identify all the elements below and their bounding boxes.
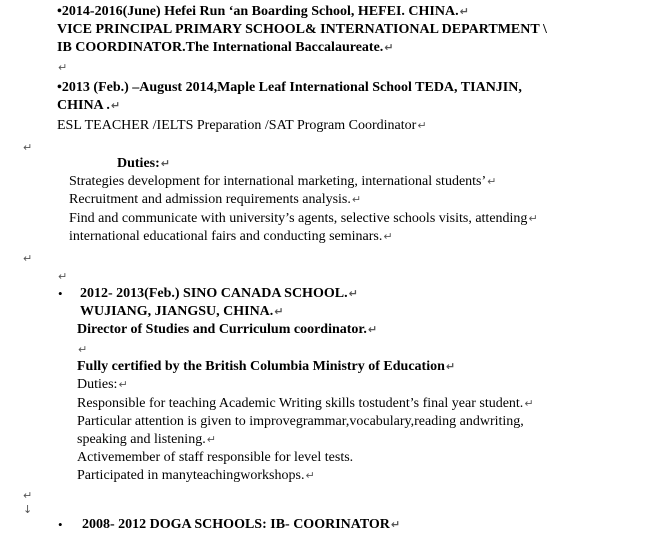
paragraph-mark: ↵: [348, 287, 358, 300]
paragraph-mark: ↵: [110, 99, 121, 112]
paragraph-mark: ↵: [160, 157, 170, 170]
bullet-icon: •: [58, 286, 63, 301]
empty-paragraph: [57, 268, 67, 286]
duties-heading: Duties:↵: [117, 156, 170, 171]
certification-line: Fully certified by the British Columbia Ministry of Education↵: [77, 359, 456, 374]
paragraph-mark: ↵: [58, 61, 68, 74]
job-2008-heading: 2008- 2012 DOGA SCHOOLS: IB- COORINATOR↵: [82, 517, 401, 532]
duty-item: Find and communicate with university’s agents, selective schools visits, attending↵: [69, 211, 538, 226]
duties-heading: Duties:↵: [77, 377, 128, 392]
job-2012-location: WUJIANG, JIANGSU, CHINA.↵: [80, 304, 284, 319]
paragraph-mark: ↵: [367, 323, 378, 336]
job-2013-title: ESL TEACHER /IELTS Preparation /SAT Program Coordinator↵: [57, 118, 427, 133]
job-2014-heading: •2014-2016(June) Hefei Run ‘an Boarding School, HEFEI. CHINA.↵: [57, 4, 469, 19]
job-2014-title: VICE PRINCIPAL PRIMARY SCHOOL& INTERNATIONAL DEPARTMENT \: [57, 22, 547, 37]
paragraph-mark: ↵: [417, 119, 427, 132]
paragraph-mark: ↵: [118, 378, 128, 391]
paragraph-mark: ↵: [274, 305, 284, 318]
paragraph-mark: ↵: [58, 270, 68, 283]
job-2013-heading-cont: CHINA .↵: [57, 98, 121, 113]
paragraph-mark: ↵: [524, 397, 534, 410]
duty-item: Strategies development for international marketing, international students’↵: [69, 174, 497, 189]
paragraph-mark: ↵: [305, 469, 315, 482]
empty-paragraph: [57, 59, 67, 77]
paragraph-mark: ↵: [78, 343, 88, 356]
paragraph-mark: ↵: [351, 193, 362, 206]
duty-item-cont: speaking and listening.↵: [77, 432, 216, 447]
paragraph-mark: ↵: [23, 252, 33, 265]
line-break-mark: ↓: [23, 503, 33, 516]
job-2012-title: Director of Studies and Curriculum coordinator.↵: [77, 322, 378, 337]
paragraph-mark: ↵: [445, 360, 456, 373]
job-2013-heading: •2013 (Feb.) –August 2014,Maple Leaf International School TEDA, TIANJIN,: [57, 80, 522, 95]
empty-paragraph: [77, 341, 87, 359]
paragraph-mark: ↵: [390, 518, 401, 531]
paragraph-mark: ↵: [459, 5, 469, 18]
duty-item: Recruitment and admission requirements analysis.↵: [69, 192, 362, 207]
paragraph-mark: ↵: [487, 175, 497, 188]
duty-item: Particular attention is given to improvegrammar,vocabulary,reading andwriting,: [77, 414, 524, 429]
duty-item: Responsible for teaching Academic Writing skills tostudent’s final year student.↵: [77, 396, 534, 411]
paragraph-mark: ↵: [206, 433, 216, 446]
job-2014-title-cont: IB COORDINATOR.The International Baccalaureate.↵: [57, 40, 394, 55]
duty-item: Activemember of staff responsible for level tests.: [77, 450, 354, 465]
duty-item: Participated in manyteachingworkshops.↵: [77, 468, 315, 483]
paragraph-mark: ↵: [23, 141, 33, 154]
line-break: [22, 501, 32, 519]
empty-paragraph: [22, 250, 32, 268]
paragraph-mark: ↵: [23, 489, 33, 502]
duty-item-cont: international educational fairs and conducting seminars.↵: [69, 229, 393, 244]
paragraph-mark: ↵: [383, 230, 393, 243]
paragraph-mark: ↵: [528, 212, 538, 225]
bullet-icon: •: [58, 517, 63, 532]
empty-paragraph: [22, 139, 32, 157]
paragraph-mark: ↵: [384, 41, 394, 54]
job-2012-heading: 2012- 2013(Feb.) SINO CANADA SCHOOL.↵: [80, 286, 358, 301]
